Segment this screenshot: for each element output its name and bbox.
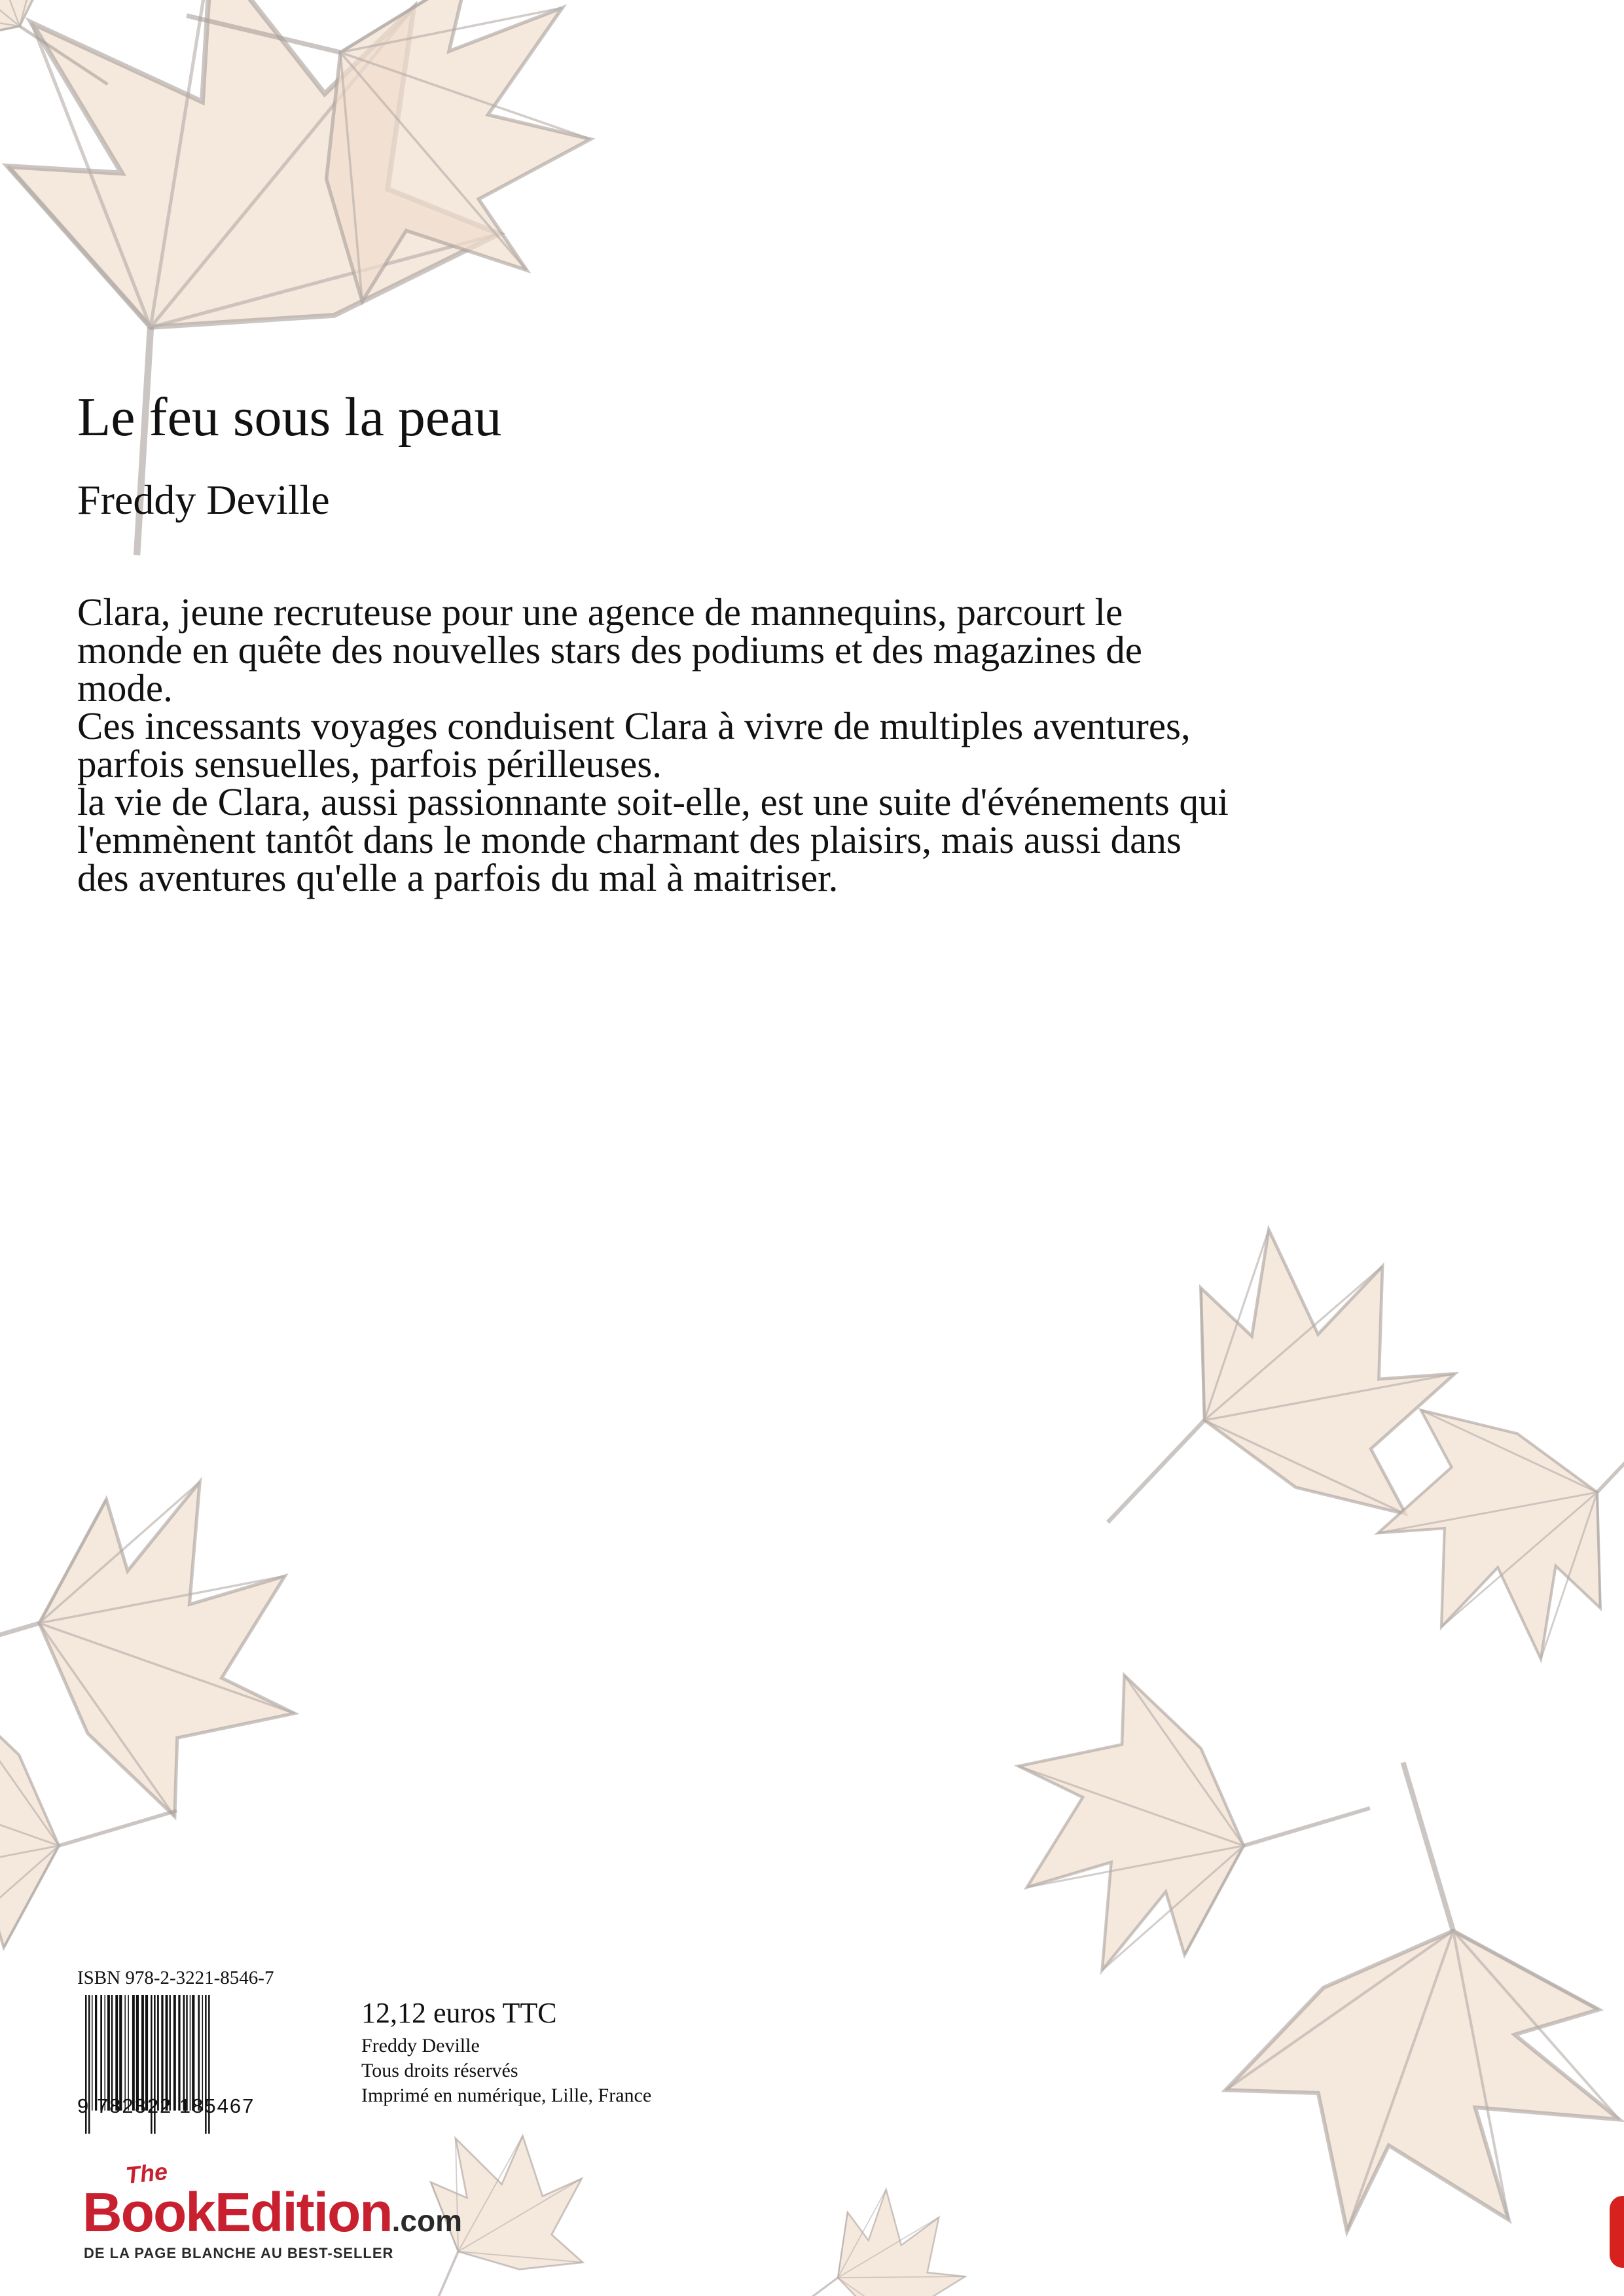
isbn-label: ISBN 978-2-3221-8546-7 bbox=[77, 1967, 274, 1988]
blurb-paragraph: Clara, jeune recruteuse pour une agence de mannequins, parcourt le monde en quête des nouvelles stars des podiums et des magazines de mode. bbox=[77, 590, 1142, 709]
price: 12,12 euros TTC bbox=[361, 1997, 557, 2029]
logo-the: The bbox=[124, 2157, 169, 2189]
red-corner-mark bbox=[1610, 2196, 1624, 2268]
logo-brand: BookEdition bbox=[82, 2181, 392, 2243]
imprint-author: Freddy Deville bbox=[361, 2035, 480, 2056]
logo-tld: .com bbox=[391, 2204, 462, 2238]
logo-tagline: DE LA PAGE BLANCHE AU BEST-SELLER bbox=[84, 2245, 394, 2261]
logo-wordmark bbox=[82, 2181, 462, 2244]
book-author: Freddy Deville bbox=[77, 476, 330, 523]
back-cover-blurb bbox=[77, 590, 1229, 899]
barcode-digits: 9 782322 185467 bbox=[77, 2094, 255, 2117]
imprint-printed: Imprimé en numérique, Lille, France bbox=[361, 2085, 652, 2106]
book-title: Le feu sous la peau bbox=[77, 387, 502, 448]
blurb-paragraph: la vie de Clara, aussi passionnante soit-elle, est une suite d'événements qui l'emmènent tantôt dans le monde charmant des plaisirs, mais aussi dans des aventures qu'elle a parfois du mal à maitriser. bbox=[77, 780, 1229, 899]
blurb-paragraph: Ces incessants voyages conduisent Clara à vivre de multiples aventures, parfois sensuelles, parfois périlleuses. bbox=[77, 704, 1191, 785]
bookedition-logo bbox=[80, 2157, 473, 2271]
imprint-rights: Tous droits réservés bbox=[361, 2060, 518, 2081]
